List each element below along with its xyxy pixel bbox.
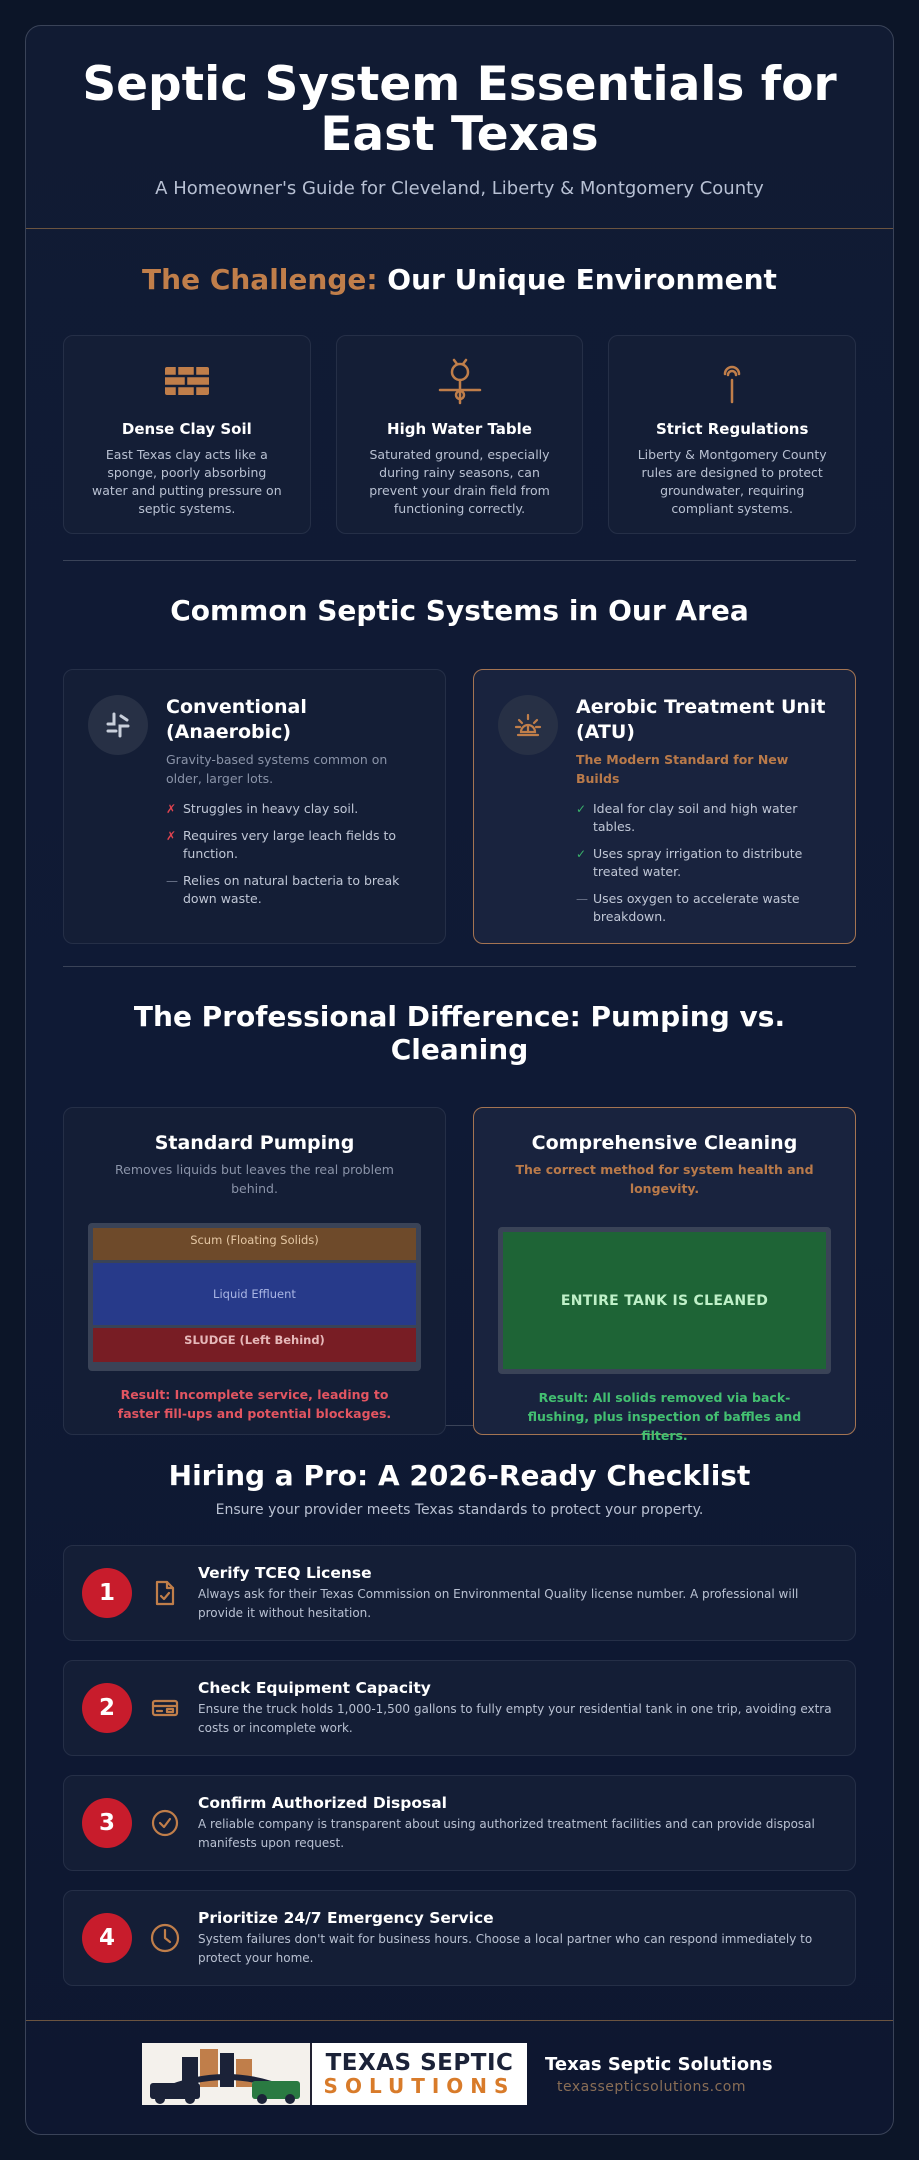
title-line-2: East Texas: [320, 107, 599, 162]
list-item: [166, 872, 421, 908]
card-text: Liberty & Montgomery County rules are designed to protect groundwater, requiring compliant systems.: [637, 447, 827, 516]
water-valve-icon: [437, 357, 483, 405]
logo-wordmark: [310, 2043, 527, 2105]
list-item-text: Uses spray irrigation to distribute treated water.: [593, 846, 803, 879]
checklist-item-equipment: [63, 1660, 856, 1756]
company-url-link[interactable]: texassepticsolutions.com: [557, 2079, 746, 2095]
challenge-card-water: [336, 335, 584, 534]
system-title: Conventional (Anaerobic): [166, 696, 307, 743]
check-mark-icon: ✓: [576, 802, 587, 816]
pumping-card: [63, 1107, 446, 1435]
step-number-badge: 4: [82, 1913, 132, 1963]
x-mark-icon: ✗: [166, 829, 177, 843]
pumping-subtitle: Removes liquids but leaves the real problem behind.: [115, 1162, 394, 1196]
list-item: [576, 800, 831, 836]
checklist-item-text: A reliable company is transparent about using authorized treatment facilities and can provide disposal manifests upon request.: [198, 1816, 815, 1850]
tank-diagram-pumped: [88, 1223, 421, 1371]
difference-section: [26, 967, 893, 1443]
list-item-text: Requires very large leach fields to function.: [183, 828, 397, 861]
challenge-card-regulations: [608, 335, 856, 534]
system-title: Aerobic Treatment Unit (ATU): [576, 696, 826, 743]
tank-diagram-cleaned: [498, 1227, 831, 1374]
step-number-badge: 2: [82, 1683, 132, 1733]
list-item: [576, 890, 831, 926]
company-name: Texas Septic Solutions: [545, 2054, 773, 2075]
challenge-title-accent: The Challenge:: [142, 263, 378, 296]
title-line-1: Septic System Essentials for: [82, 57, 837, 112]
page-subtitle: A Homeowner's Guide for Cleveland, Liberty & Montgomery County: [155, 178, 764, 199]
list-item-text: Ideal for clay soil and high water tables.: [593, 801, 798, 834]
card-title: High Water Table: [387, 420, 532, 438]
pumping-title: Standard Pumping: [154, 1132, 355, 1154]
system-card-atu: [473, 669, 856, 944]
checklist-item-disposal: [63, 1775, 856, 1871]
checklist-item-title: Prioritize 24/7 Emergency Service: [198, 1908, 494, 1927]
systems-title: Common Septic Systems in Our Area: [170, 594, 749, 627]
checklist-subtitle: Ensure your provider meets Texas standards to protect your property.: [215, 1502, 704, 1518]
logo-artwork: [142, 2043, 310, 2105]
checklist-title: Hiring a Pro: A 2026-Ready Checklist: [168, 1459, 751, 1492]
logo-line-1: TEXAS SEPTIC: [325, 2050, 514, 2076]
document-check-icon: [152, 1579, 178, 1607]
difference-title: The Professional Difference: Pumping vs. Cleaning: [133, 1000, 786, 1066]
checklist-item-title: Verify TCEQ License: [198, 1563, 372, 1582]
pumping-result: Result: Incomplete service, leading to faster fill-ups and potential blockages.: [117, 1387, 392, 1421]
clock-icon: [150, 1923, 180, 1953]
card-title: Dense Clay Soil: [121, 420, 252, 438]
challenge-title: [63, 263, 856, 296]
card-text: East Texas clay acts like a sponge, poorly absorbing water and putting pressure on septic systems.: [92, 447, 282, 516]
step-number-badge: 3: [82, 1798, 132, 1848]
company-logo[interactable]: [142, 2043, 527, 2105]
logo-line-2: SOLUTIONS: [323, 2074, 516, 2098]
step-number-badge: 1: [82, 1568, 132, 1618]
footer-brand: [545, 2054, 773, 2095]
pipe-fitting-icon: [104, 711, 132, 739]
checklist-item-text: Always ask for their Texas Commission on Environmental Quality license number. A professional will provide it without hesitation.: [198, 1586, 799, 1620]
card-text: Saturated ground, especially during rainy seasons, can prevent your drain field from functioning correctly.: [369, 447, 550, 516]
cleaning-result: Result: All solids removed via back-flushing, plus inspection of baffles and filters.: [527, 1390, 802, 1443]
aerator-bug-icon: [514, 711, 542, 739]
checklist-item-license: [63, 1545, 856, 1641]
checklist-item-title: Check Equipment Capacity: [198, 1678, 431, 1697]
systems-section: [26, 561, 893, 966]
dash-mark-icon: —: [576, 892, 588, 906]
card-title: Strict Regulations: [655, 420, 809, 438]
x-mark-icon: ✗: [166, 802, 177, 816]
checklist-item-text: Ensure the truck holds 1,000-1,500 gallons to fully empty your residential tank in one trip, avoiding extra costs or incomplete work.: [198, 1701, 832, 1735]
regulation-pin-icon: [720, 358, 744, 404]
list-item-text: Struggles in heavy clay soil.: [183, 801, 359, 816]
liquid-layer: Liquid Effluent: [93, 1263, 416, 1325]
list-item: [576, 845, 831, 881]
checklist-item-text: System failures don't wait for business hours. Choose a local partner who can respond immediately to protect your home.: [198, 1931, 813, 1965]
clean-tank-label: ENTIRE TANK IS CLEANED: [503, 1232, 826, 1369]
challenge-title-rest: Our Unique Environment: [377, 263, 777, 296]
check-circle-icon: [151, 1809, 179, 1837]
cleaning-title: Comprehensive Cleaning: [531, 1132, 798, 1154]
challenge-card-clay: [63, 335, 311, 534]
dash-mark-icon: —: [166, 874, 178, 888]
cleaning-subtitle: The correct method for system health and longevity.: [515, 1162, 814, 1196]
checklist-item-title: Confirm Authorized Disposal: [198, 1793, 447, 1812]
list-item-text: Relies on natural bacteria to break down waste.: [183, 873, 400, 906]
wall-bricks-icon: [163, 361, 211, 401]
page-header: [26, 26, 893, 229]
checklist-section: [26, 1426, 893, 1986]
truck-tank-icon: [151, 1697, 179, 1719]
cleaning-card: [473, 1107, 856, 1443]
system-subtitle: The Modern Standard for New Builds: [576, 752, 789, 786]
list-item: [166, 827, 421, 863]
system-icon-circle: [498, 695, 558, 755]
scum-layer: Scum (Floating Solids): [93, 1228, 416, 1260]
system-subtitle: Gravity-based systems common on older, larger lots.: [166, 752, 388, 786]
page-footer: [26, 2020, 894, 2135]
infographic-frame: [25, 25, 894, 2135]
page-title: [26, 57, 893, 162]
challenge-section: [26, 229, 893, 560]
check-mark-icon: ✓: [576, 847, 587, 861]
checklist-item-emergency: [63, 1890, 856, 1986]
list-item-text: Uses oxygen to accelerate waste breakdown.: [593, 891, 800, 924]
sludge-layer: SLUDGE (Left Behind): [93, 1328, 416, 1362]
system-icon-circle: [88, 695, 148, 755]
system-card-conventional: [63, 669, 446, 944]
list-item: [166, 800, 421, 818]
